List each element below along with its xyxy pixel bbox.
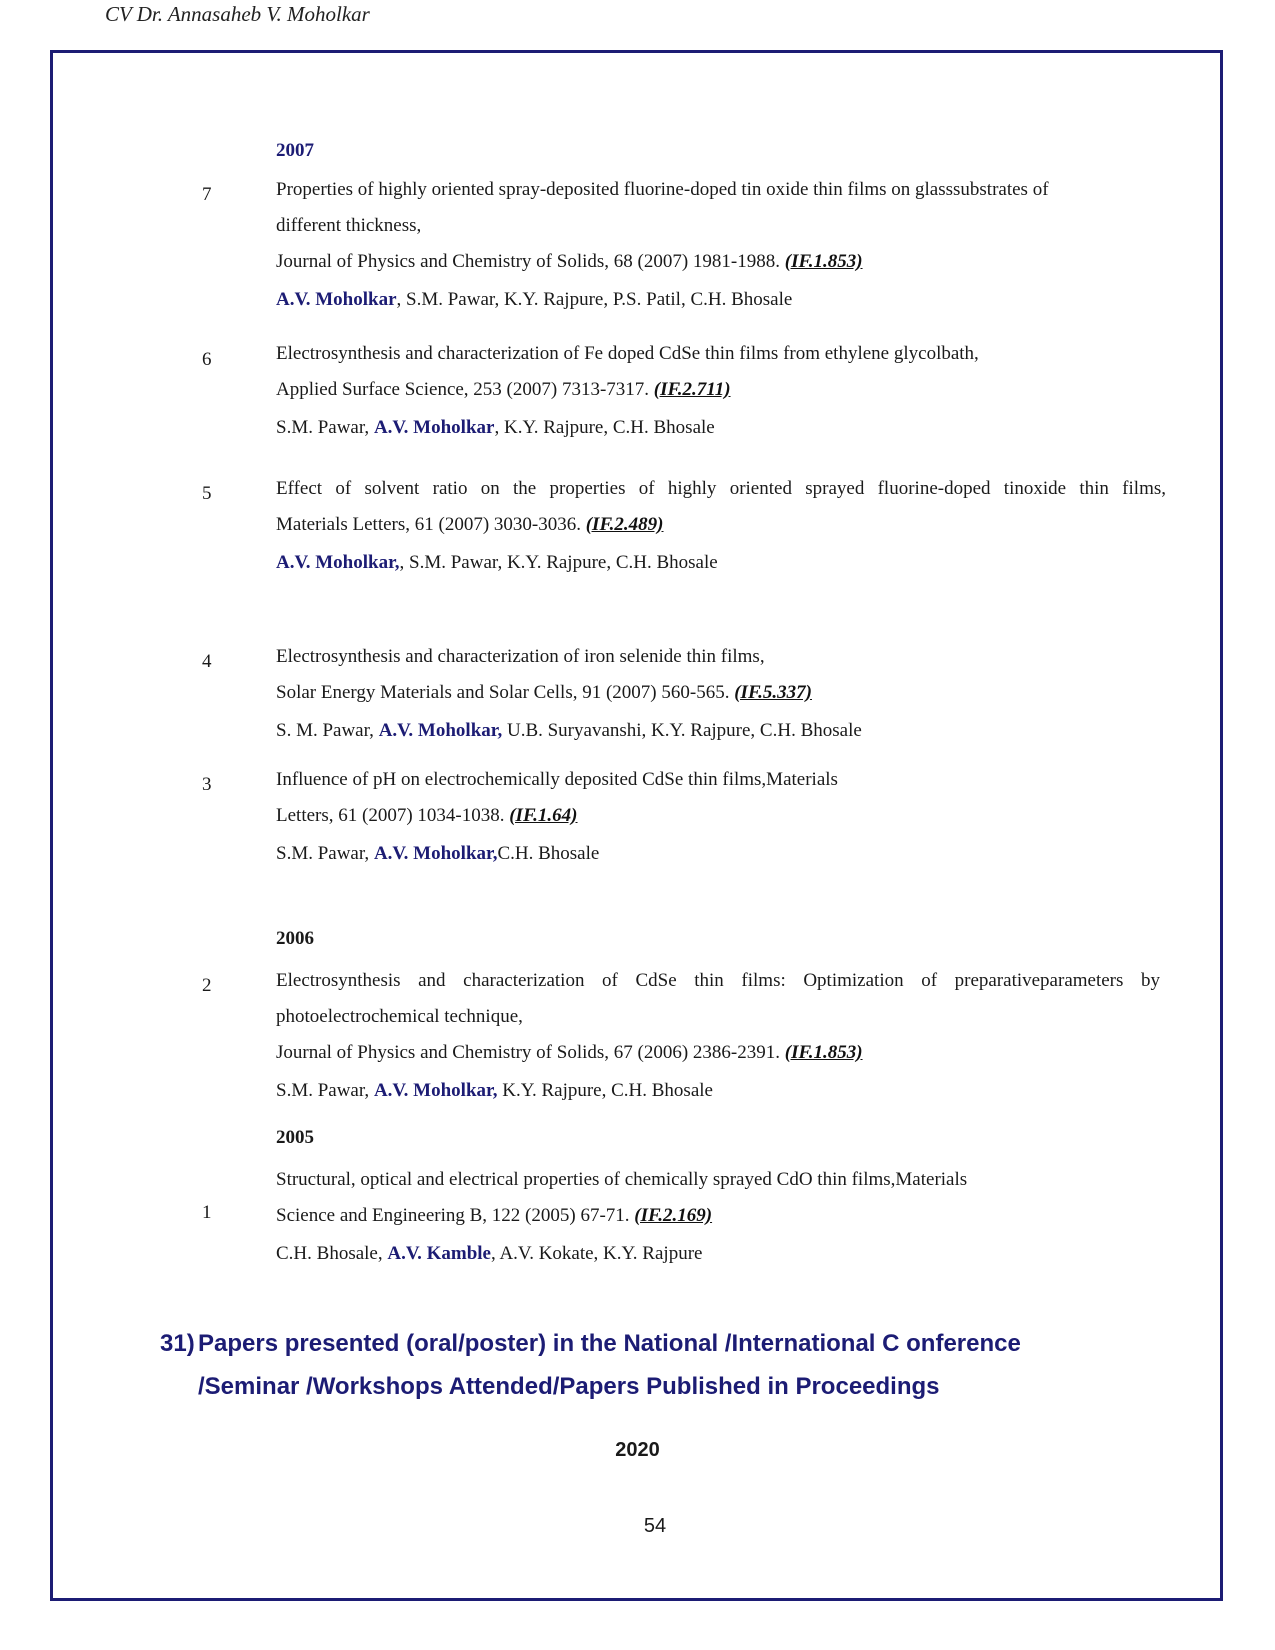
publication-title-line: Effect of solvent ratio on the properties of highly oriented sprayed fluorine-doped tinoxide thin films, [276, 478, 1166, 499]
year-heading-2005: 2005 [276, 1127, 314, 1148]
authors-post: , S.M. Pawar, K.Y. Rajpure, C.H. Bhosale [399, 552, 718, 573]
publication-number: 5 [202, 483, 212, 504]
publication-title-line: Structural, optical and electrical properties of chemically sprayed CdO thin films,Materials [276, 1169, 968, 1190]
journal-citation: Journal of Physics and Chemistry of Solids, 67 (2006) 2386-2391. [276, 1042, 781, 1063]
publication-authors [276, 1073, 1156, 1109]
publication-entry [276, 172, 1156, 318]
highlighted-author: A.V. Moholkar, [373, 1080, 498, 1101]
publication-authors [276, 713, 1156, 749]
publication-journal [276, 1198, 1156, 1234]
authors-post: K.Y. Rajpure, C.H. Bhosale [497, 1080, 713, 1101]
publication-journal [276, 372, 1156, 408]
publication-journal [276, 675, 1156, 711]
publication-title-line: Properties of highly oriented spray-deposited fluorine-doped tin oxide thin films on glasssubstrates of [276, 179, 1049, 200]
publication-entry [276, 762, 1156, 872]
highlighted-author: A.V. Moholkar, [276, 552, 400, 573]
section-title-part1: Papers presented (oral/poster) in the National /International C onference [198, 1330, 1021, 1357]
publication-entry [276, 963, 1160, 1109]
publication-entry [276, 336, 1156, 446]
impact-factor: (IF.1.853) [784, 251, 863, 272]
journal-citation: Materials Letters, 61 (2007) 3030-3036. [276, 514, 581, 535]
publication-number: 4 [202, 651, 212, 672]
publication-journal [276, 507, 1156, 543]
publication-journal [276, 244, 1156, 280]
highlighted-author: A.V. Moholkar [373, 417, 495, 438]
section-title-part2: /Seminar /Workshops Attended/Papers Published in Proceedings [198, 1373, 940, 1400]
page-number: 54 [643, 1515, 667, 1537]
year-heading-2007: 2007 [276, 140, 314, 161]
impact-factor: (IF.2.169) [634, 1205, 713, 1226]
publication-title-line: photoelectrochemical technique, [276, 1006, 523, 1027]
publication-journal [276, 798, 1156, 834]
publication-authors [276, 282, 1156, 318]
publication-number: 6 [202, 349, 212, 370]
authors-pre: S.M. Pawar, [276, 843, 374, 864]
authors-post: , K.Y. Rajpure, C.H. Bhosale [494, 417, 715, 438]
publication-entry [276, 471, 1166, 581]
highlighted-author: A.V. Moholkar, [373, 843, 498, 864]
running-header: CV Dr. Annasaheb V. Moholkar [105, 2, 370, 26]
publication-title-line: Electrosynthesis and characterization of Fe doped CdSe thin films from ethylene glycolbath, [276, 343, 979, 364]
authors-pre: S. M. Pawar, [276, 720, 379, 741]
publication-number: 3 [202, 774, 212, 795]
section-heading [160, 1322, 1090, 1408]
authors-pre: C.H. Bhosale, [276, 1243, 388, 1264]
authors-post: , S.M. Pawar, K.Y. Rajpure, P.S. Patil, C.H. Bhosale [396, 289, 793, 310]
highlighted-author: A.V. Moholkar, [378, 720, 503, 741]
publication-authors [276, 1236, 1156, 1272]
publication-authors [276, 836, 1156, 872]
impact-factor: (IF.5.337) [734, 682, 812, 703]
authors-pre: S.M. Pawar, [276, 417, 374, 438]
journal-citation: Letters, 61 (2007) 1034-1038. [276, 805, 505, 826]
section-number: 31) [160, 1330, 195, 1357]
publication-title-line: Electrosynthesis and characterization of CdSe thin films: Optimization of preparativeparameters by [276, 970, 1160, 991]
publication-number: 1 [202, 1202, 212, 1223]
publication-title-line: Electrosynthesis and characterization of iron selenide thin films, [276, 646, 765, 667]
authors-post: U.B. Suryavanshi, K.Y. Rajpure, C.H. Bhosale [502, 720, 862, 741]
journal-citation: Science and Engineering B, 122 (2005) 67-71. [276, 1205, 630, 1226]
publication-journal [276, 1035, 1156, 1071]
journal-citation: Journal of Physics and Chemistry of Solids, 68 (2007) 1981-1988. [276, 251, 781, 272]
publication-entry [276, 1162, 1156, 1272]
publication-entry [276, 639, 1156, 749]
journal-citation: Solar Energy Materials and Solar Cells, 91 (2007) 560-565. [276, 682, 730, 703]
authors-post: C.H. Bhosale [497, 843, 600, 864]
year-heading-2006: 2006 [276, 928, 314, 949]
authors-post: , A.V. Kokate, K.Y. Rajpure [491, 1243, 703, 1264]
impact-factor: (IF.2.489) [585, 514, 664, 535]
publication-title-line: Influence of pH on electrochemically deposited CdSe thin films,Materials [276, 769, 838, 790]
journal-citation: Applied Surface Science, 253 (2007) 7313-7317. [276, 379, 650, 400]
highlighted-author: A.V. Moholkar [276, 289, 397, 310]
publication-title-line: different thickness, [276, 215, 422, 236]
impact-factor: (IF.2.711) [653, 379, 731, 400]
impact-factor: (IF.1.64) [509, 805, 578, 826]
highlighted-author: A.V. Kamble [387, 1243, 491, 1264]
section-year-2020: 2020 [615, 1439, 660, 1461]
impact-factor: (IF.1.853) [784, 1042, 863, 1063]
section-heading-line [160, 1322, 1090, 1365]
publication-number: 2 [202, 975, 212, 996]
publication-number: 7 [202, 184, 212, 205]
authors-pre: S.M. Pawar, [276, 1080, 374, 1101]
publication-authors [276, 410, 1156, 446]
publication-authors [276, 545, 1156, 581]
